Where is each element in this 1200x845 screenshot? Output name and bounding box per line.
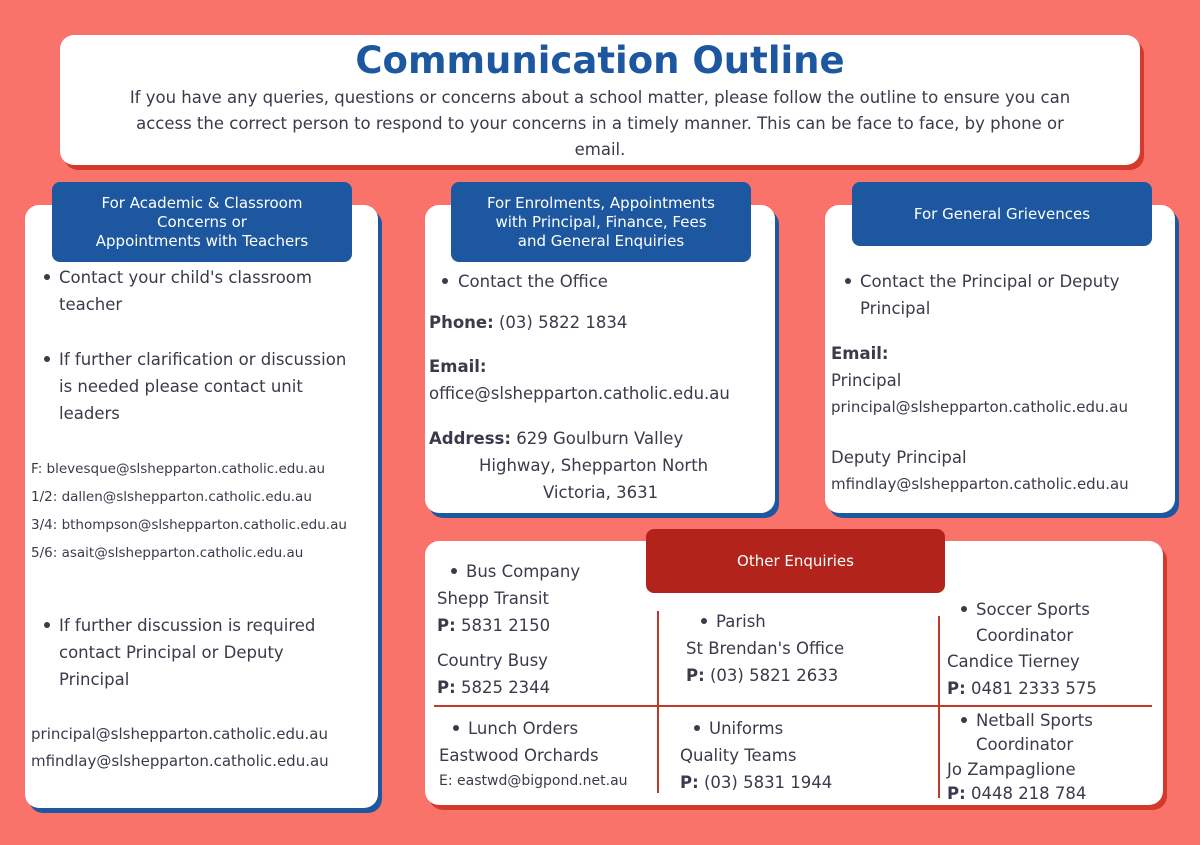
office-heading xyxy=(451,182,751,262)
intro-card xyxy=(60,35,1140,165)
parish-phone-value: (03) 5821 2633 xyxy=(709,666,839,685)
parish-name: St Brendan's Office xyxy=(686,639,845,658)
lunch-name: Eastwood Orchards xyxy=(439,746,599,765)
bus-p-label-1: P: xyxy=(437,616,456,635)
office-address-label: Address: xyxy=(429,429,511,448)
soccer-p-label: P: xyxy=(947,679,966,698)
office-email-label: Email: xyxy=(429,357,487,376)
uniforms-p-label: P: xyxy=(680,773,699,792)
parish-p-label: P: xyxy=(686,666,705,685)
soccer-phone-value: 0481 2333 575 xyxy=(970,679,1097,698)
netball-phone-value: 0448 218 784 xyxy=(970,784,1087,803)
other-enquiries-heading xyxy=(646,529,945,593)
unit-leader-email-34: 3/4: bthompson@slshepparton.catholic.edu.au xyxy=(31,517,347,533)
bullet xyxy=(44,356,50,362)
bullet xyxy=(44,622,50,628)
office-heading-line-3: and General Enquiries xyxy=(517,231,685,250)
grievances-deputy-email: mfindlay@slshepparton.catholic.edu.au xyxy=(831,475,1129,493)
page-title: Communication Outline xyxy=(355,39,845,82)
bullet xyxy=(961,606,967,612)
academic-deputy-email: mfindlay@slshepparton.catholic.edu.au xyxy=(31,752,329,770)
soccer-name: Candice Tierney xyxy=(947,652,1080,671)
academic-item-3-line-3: Principal xyxy=(59,670,130,689)
soccer-title-line-2: Coordinator xyxy=(976,626,1074,645)
grievances-principal-label: Principal xyxy=(831,371,902,390)
grievances-heading xyxy=(852,182,1152,246)
bus-p-label-2: P: xyxy=(437,678,456,697)
netball-name: Jo Zampaglione xyxy=(947,760,1076,779)
office-phone xyxy=(429,309,627,336)
grid-divider xyxy=(938,616,940,798)
academic-heading xyxy=(52,182,352,262)
office-email: office@slshepparton.catholic.edu.au xyxy=(429,384,730,403)
netball-p-label: P: xyxy=(947,784,966,803)
bus-phone-2 xyxy=(437,674,550,701)
academic-item-3-line-2: contact Principal or Deputy xyxy=(59,643,284,662)
uniforms-phone xyxy=(680,769,832,796)
bullet xyxy=(701,618,707,624)
bus-name-1: Shepp Transit xyxy=(437,589,549,608)
bullet xyxy=(845,278,851,284)
netball-title-line-2: Coordinator xyxy=(976,735,1074,754)
parish-phone xyxy=(686,662,838,689)
bus-title: Bus Company xyxy=(466,562,581,581)
unit-leader-email-56: 5/6: asait@slshepparton.catholic.edu.au xyxy=(31,545,304,561)
bus-name-2: Country Busy xyxy=(437,651,548,670)
academic-heading-line-2: Concerns or xyxy=(157,212,247,231)
academic-item-1-line-1: Contact your child's classroom xyxy=(59,268,312,287)
grievances-heading-text: For General Grievences xyxy=(913,204,1091,223)
bullet xyxy=(453,725,459,731)
bullet xyxy=(442,278,448,284)
academic-item-2-line-3: leaders xyxy=(59,404,120,423)
office-contact-item: Contact the Office xyxy=(458,272,608,291)
bus-phone-2-value: 5825 2344 xyxy=(460,678,551,697)
office-address-line-3: Victoria, 3631 xyxy=(543,483,659,502)
bus-phone-1 xyxy=(437,612,550,639)
academic-item-2-line-1: If further clarification or discussion xyxy=(59,350,347,369)
academic-item-1-line-2: teacher xyxy=(59,295,123,314)
bullet xyxy=(44,274,50,280)
office-address xyxy=(429,425,683,452)
office-heading-line-1: For Enrolments, Appointments xyxy=(486,193,716,212)
academic-item-2-line-2: is needed please contact unit xyxy=(59,377,303,396)
unit-leader-email-12: 1/2: dallen@slshepparton.catholic.edu.au xyxy=(31,489,312,505)
grid-divider xyxy=(657,611,659,793)
office-heading-line-2: with Principal, Finance, Fees xyxy=(495,212,707,231)
intro-line-1: If you have any queries, questions or concerns about a school matter, please follow the outline to ensure you can xyxy=(129,88,1071,107)
office-address-line-1: 629 Goulburn Valley xyxy=(516,429,684,448)
bullet xyxy=(961,717,967,723)
unit-leader-email-f: F: blevesque@slshepparton.catholic.edu.au xyxy=(31,461,326,477)
uniforms-title: Uniforms xyxy=(709,719,784,738)
office-phone-value: (03) 5822 1834 xyxy=(498,313,628,332)
soccer-phone xyxy=(947,675,1097,702)
intro-line-3: email. xyxy=(574,140,626,159)
uniforms-phone-value: (03) 5831 1944 xyxy=(703,773,833,792)
netball-phone xyxy=(947,780,1086,807)
other-enquiries-heading-text: Other Enquiries xyxy=(737,551,854,570)
bullet xyxy=(451,568,457,574)
grievances-principal-email: principal@slshepparton.catholic.edu.au xyxy=(831,398,1129,416)
academic-heading-line-3: Appointments with Teachers xyxy=(95,231,309,250)
grievances-email-label: Email: xyxy=(831,344,889,363)
academic-item-3-line-1: If further discussion is required xyxy=(59,616,316,635)
academic-principal-email: principal@slshepparton.catholic.edu.au xyxy=(31,725,329,743)
grievances-item-line-1: Contact the Principal or Deputy xyxy=(860,272,1120,291)
lunch-email: E: eastwd@bigpond.net.au xyxy=(439,773,628,789)
office-phone-label: Phone: xyxy=(429,313,494,332)
academic-heading-line-1: For Academic & Classroom xyxy=(101,193,303,212)
soccer-title-line-1: Soccer Sports xyxy=(976,600,1090,619)
intro-line-2: access the correct person to respond to your concerns in a timely manner. This can be face to face, by phone or xyxy=(136,114,1064,133)
parish-title: Parish xyxy=(716,612,766,631)
grievances-deputy-label: Deputy Principal xyxy=(831,448,967,467)
netball-title-line-1: Netball Sports xyxy=(976,711,1093,730)
bullet xyxy=(694,725,700,731)
grievances-item-line-2: Principal xyxy=(860,299,931,318)
bus-phone-1-value: 5831 2150 xyxy=(460,616,551,635)
office-address-line-2: Highway, Shepparton North xyxy=(479,456,709,475)
lunch-title: Lunch Orders xyxy=(468,719,579,738)
uniforms-name: Quality Teams xyxy=(680,746,797,765)
